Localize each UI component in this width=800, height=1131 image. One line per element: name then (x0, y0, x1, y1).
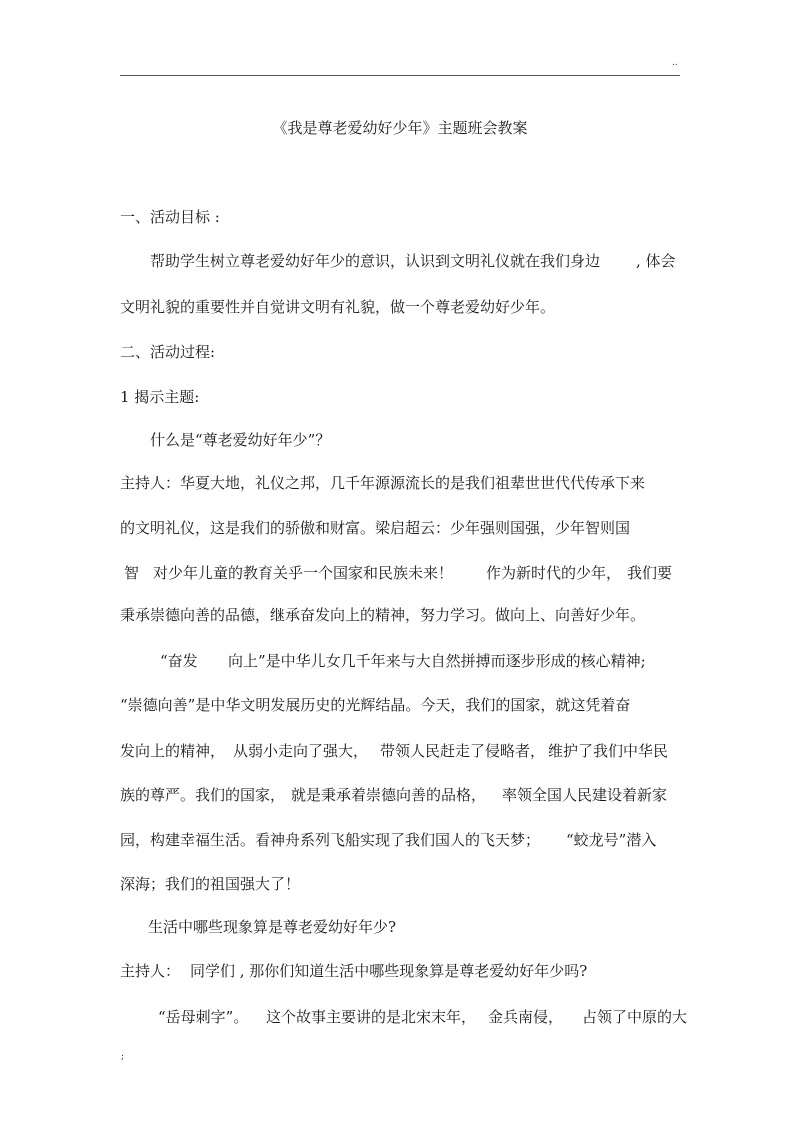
paragraph-line: 帮助学生树立尊老爱幼好年少的意识，认识到文明礼仪就在我们身边 (150, 252, 601, 270)
paragraph-line: 率领全国人民建设着新家 (502, 786, 668, 804)
paragraph-line: 占领了中原的大 (582, 1008, 688, 1026)
paragraph-line: “岳母刺字”。 (158, 1008, 249, 1026)
paragraph-line: 文明礼貌的重要性并自觉讲文明有礼貌，做一个尊老爱幼好少年。 (120, 298, 556, 316)
paragraph-line: 这个故事主要讲的是北宋末年， (266, 1008, 477, 1026)
paragraph-line: , 体会 (636, 252, 676, 270)
paragraph-line: 族的尊严。我们的国家， (120, 786, 286, 804)
paragraph-line: 园，构建幸福生活。看神舟系列飞船实现了我们国人的飞天梦； (120, 831, 541, 849)
paragraph-line: 秉承崇德向善的品德，继承奋发向上的精神，努力学习。做向上、向善好少年。 (120, 606, 646, 624)
paragraph-line: 主持人：华夏大地，礼仪之邦，几千年源源流长的是我们祖辈世世代代传承下来 (120, 474, 646, 492)
section-heading-process: 二、活动过程: (120, 343, 216, 361)
paragraph-line: 发向上的精神， (120, 742, 226, 760)
paragraph-line: 从弱小走向了强大， (233, 742, 369, 760)
paragraph-line: 主持人： (120, 962, 181, 980)
paragraph-line: 向上”是中华儿女几千年来与大自然拼搏而逐步形成的核心精神; (228, 652, 646, 670)
document-title: 《我是尊老爱幼好少年》主题班会教案 (272, 119, 528, 137)
paragraph-line: 的文明礼仪，这是我们的骄傲和财富。梁启超云：少年强则国强，少年智则国 (120, 519, 631, 537)
paragraph-line: 对少年儿童的教育关乎一个国家和民族未来！ (153, 564, 454, 582)
header-rule (120, 75, 680, 76)
paragraph-line: “蛟龙号”潜入 (566, 831, 657, 849)
paragraph-line: 智 (124, 564, 140, 582)
header-mark: .. (672, 58, 678, 68)
footer-mark: ; (121, 1052, 125, 1062)
paragraph-line: “奋发 (160, 652, 198, 670)
paragraph-line: 深海；我们的祖国强大了！ (120, 875, 301, 893)
subsection-heading: 1 揭示主题: (120, 388, 200, 406)
paragraph-line: 我们要 (627, 564, 673, 582)
paragraph-line: 什么是“尊老爱幼好年少”？ (150, 431, 331, 449)
paragraph-line: 作为新时代的少年， (486, 564, 622, 582)
paragraph-line: 金兵南侵， (488, 1008, 564, 1026)
paragraph-line: 带领人民赶走了侵略者， (380, 742, 546, 760)
paragraph-line: “崇德向善”是中华文明发展历史的光辉结晶。今天，我们的国家，就这凭着奋 (120, 696, 631, 714)
paragraph-line: 就是秉承着崇德向善的品格， (291, 786, 487, 804)
paragraph-line: 维护了我们中华民 (548, 742, 669, 760)
section-heading-objectives: 一、活动目标 : (120, 208, 220, 226)
paragraph-line: 同学们 , 那你们知道生活中哪些现象算是尊老爱幼好年少吗? (190, 962, 588, 980)
paragraph-line: 生活中哪些现象算是尊老爱幼好年少? (148, 918, 397, 936)
